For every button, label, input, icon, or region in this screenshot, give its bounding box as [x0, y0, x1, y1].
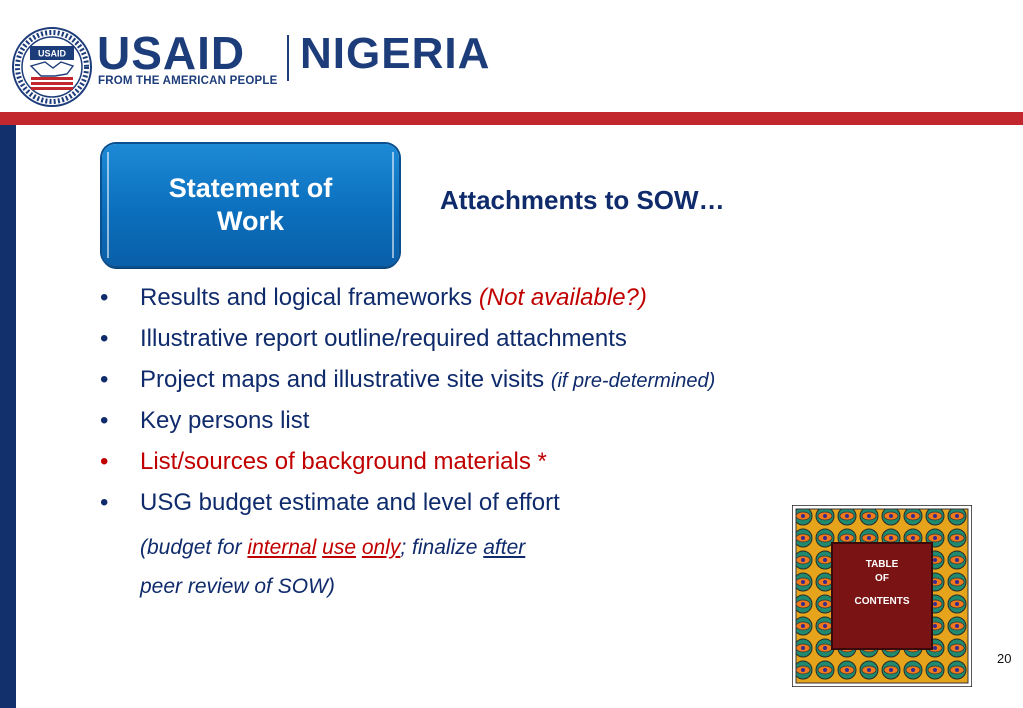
bullet-dot: • — [100, 325, 109, 352]
page-number: 20 — [997, 651, 1012, 666]
header — [0, 0, 1023, 112]
bullet-dot: • — [100, 366, 109, 393]
list-item — [100, 406, 800, 447]
header-red-band — [0, 112, 1023, 125]
left-navy-bar — [0, 125, 16, 708]
usaid-seal-logo — [11, 26, 93, 108]
word-internal: internal — [247, 536, 317, 559]
list-item-text: List/sources of background materials * — [140, 448, 547, 475]
list-item — [100, 488, 800, 529]
list-item-text: Results and logical frameworks (Not available?) — [140, 284, 647, 311]
list-item — [100, 365, 800, 406]
usaid-tagline: FROM THE AMERICAN PEOPLE — [98, 75, 278, 87]
budget-note-line2: peer review of SOW) — [140, 575, 335, 598]
bullet-dot: • — [100, 489, 109, 516]
list-item — [100, 324, 800, 365]
list-item-text: Illustrative report outline/required attachments — [140, 325, 627, 352]
list-item — [100, 447, 800, 488]
usaid-wordmark: USAID — [97, 27, 246, 79]
svg-text:USAID: USAID — [37, 48, 67, 59]
statement-of-work-label — [102, 172, 399, 238]
bullet-dot: • — [100, 284, 109, 311]
not-available-note: (Not available?) — [478, 284, 647, 311]
word-after: after — [483, 536, 526, 559]
statement-of-work-box — [102, 144, 399, 266]
word-use: use — [322, 536, 356, 559]
bullet-list — [100, 283, 800, 529]
bullet-dot: • — [100, 448, 109, 475]
list-item-text: Key persons list — [140, 407, 310, 434]
budget-note-line1: (budget for internal use only; finalize after — [140, 536, 526, 559]
country-wordmark: NIGERIA — [300, 29, 491, 78]
bullet-dot: • — [100, 407, 109, 434]
box-label-line2: Work — [216, 206, 284, 236]
toc-line-table: TABLE — [865, 559, 899, 570]
list-item — [100, 283, 800, 324]
slide-title: Attachments to SOW… — [440, 185, 725, 215]
word-only: only — [361, 536, 401, 559]
list-item-text: Project maps and illustrative site visits (if pre-determined) — [140, 366, 716, 393]
pre-determined-note: (if pre-determined) — [550, 370, 716, 392]
box-label-line1: Statement of — [168, 173, 333, 203]
list-item-text: USG budget estimate and level of effort — [140, 489, 560, 516]
toc-line-of: OF — [875, 573, 889, 584]
table-of-contents-image — [792, 505, 972, 687]
logo-divider — [287, 35, 289, 81]
toc-line-contents: CONTENTS — [854, 596, 910, 607]
